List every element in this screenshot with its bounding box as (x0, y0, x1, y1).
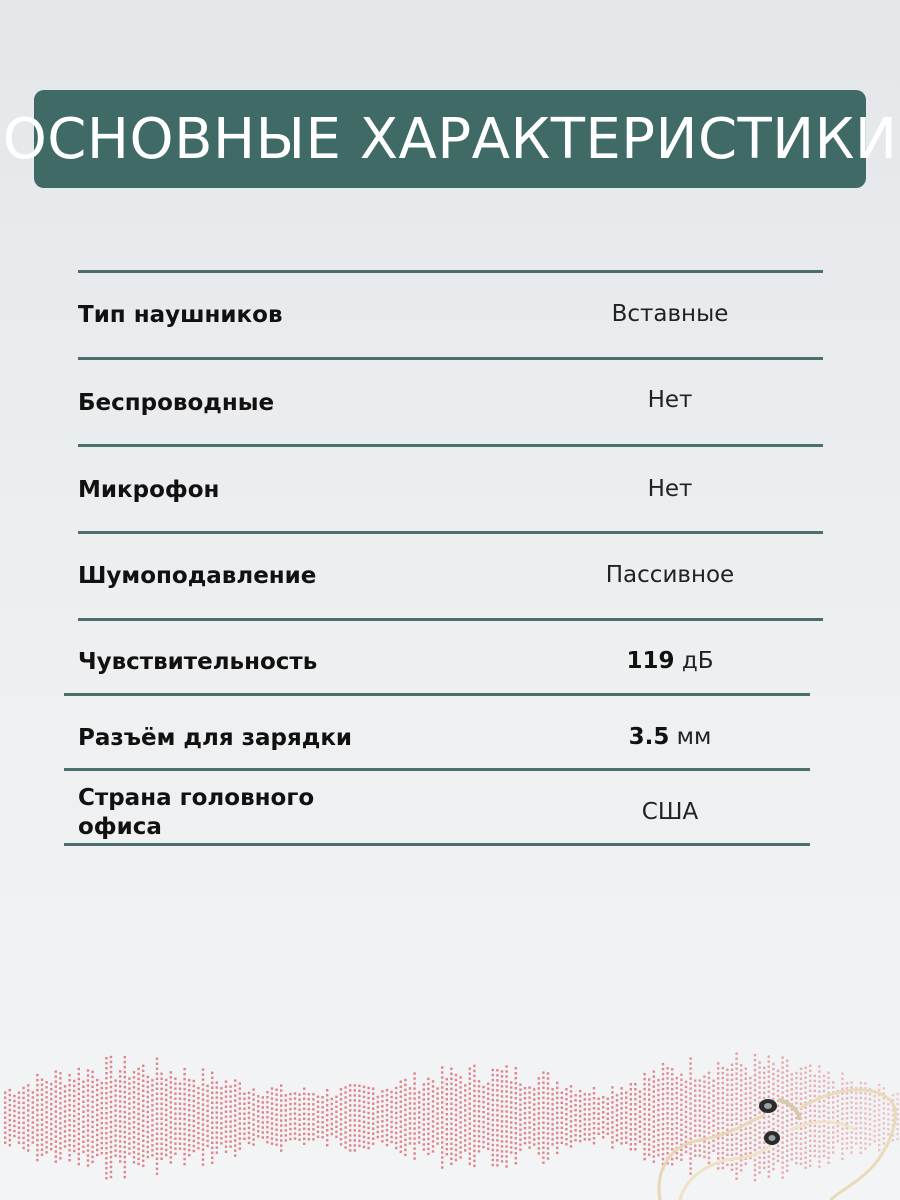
divider (78, 618, 823, 621)
spec-value-microphone: Нет (647, 476, 693, 502)
page-title: ОСНОВНЫЕ ХАРАКТЕРИСТИКИ (2, 106, 898, 172)
spec-label-wireless: Беспроводные (78, 390, 275, 416)
divider (78, 531, 823, 534)
earphones-icon (640, 1060, 900, 1200)
spec-label-microphone: Микрофон (78, 477, 220, 503)
spec-label-headphone-type: Тип наушников (78, 302, 283, 328)
spec-value-hq-country: США (641, 799, 699, 825)
connector-unit: мм (676, 724, 712, 750)
spec-value-wireless: Нет (647, 387, 693, 413)
divider (64, 693, 810, 696)
spec-label-hq-country: Страна головного офиса (78, 785, 315, 840)
spec-value-sensitivity (550, 648, 790, 674)
divider (78, 357, 823, 360)
sensitivity-unit: дБ (681, 648, 714, 674)
divider (78, 270, 823, 273)
spec-label-noise-reduction: Шумоподавление (78, 563, 317, 589)
divider (78, 444, 823, 447)
divider (64, 843, 810, 846)
divider (64, 768, 810, 771)
spec-label-sensitivity: Чувствительность (78, 649, 318, 675)
spec-value-headphone-type: Вставные (611, 301, 729, 327)
connector-number: 3.5 (628, 724, 670, 750)
spec-label-charging-connector: Разъём для зарядки (78, 725, 353, 751)
sensitivity-number: 119 (626, 648, 675, 674)
spec-value-charging-connector (550, 724, 790, 750)
spec-value-noise-reduction: Пассивное (605, 562, 735, 588)
